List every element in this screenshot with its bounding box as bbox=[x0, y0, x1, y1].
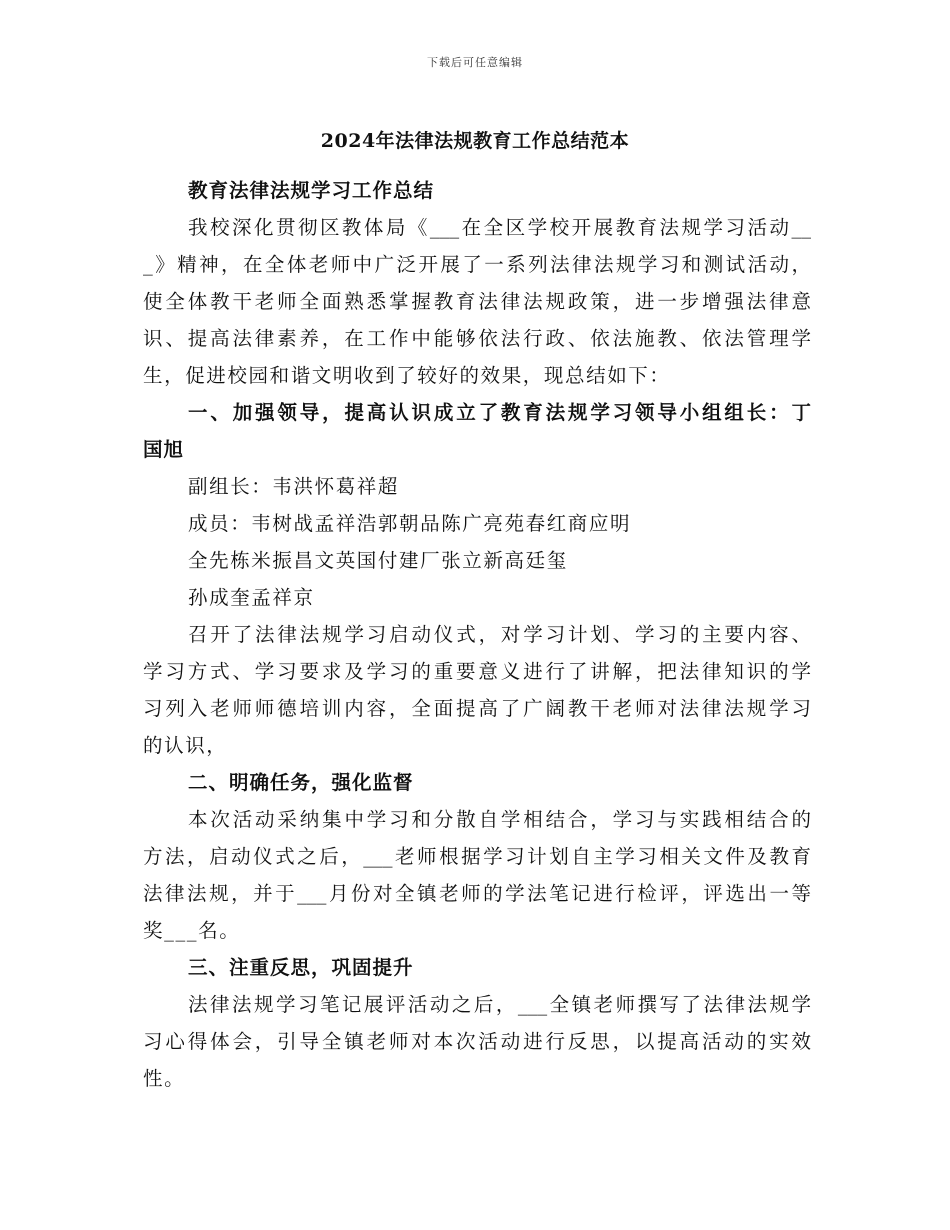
paragraph-line: 生，促进校园和谐文明收到了较好的效果，现总结如下： bbox=[143, 364, 671, 387]
document-body bbox=[143, 172, 811, 1097]
section-heading-line: 二、明确任务，强化监督 bbox=[188, 771, 414, 794]
paragraph-line: 法律法规学习笔记展评活动之后，___全镇老师撰写了法律法规学 bbox=[188, 993, 811, 1016]
paragraph-line: 我校深化贯彻区教体局《___在全区学校开展教育法规学习活动__ bbox=[188, 216, 811, 239]
paragraph-line: 的认识， bbox=[143, 734, 228, 757]
paragraph-line: 召开了法律法规学习启动仪式，对学习计划、学习的主要内容、 bbox=[188, 623, 811, 646]
paragraph-line: 性。 bbox=[143, 1067, 186, 1090]
paragraph-line: 本次活动采纳集中学习和分散自学相结合，学习与实践相结合的 bbox=[188, 808, 811, 831]
paragraph-line: 副组长：韦洪怀葛祥超 bbox=[188, 475, 400, 498]
paragraph-line: 法律法规，并于___月份对全镇老师的学法笔记进行检评，评选出一等 bbox=[143, 882, 811, 905]
paragraph-line: 习列入老师师德培训内容，全面提高了广阔教干老师对法律法规学习 bbox=[143, 697, 811, 720]
paragraph-line: 使全体教干老师全面熟悉掌握教育法律法规政策，进一步增强法律意 bbox=[143, 290, 811, 313]
paragraph-line: 识、提高法律素养，在工作中能够依法行政、依法施教、依法管理学 bbox=[143, 327, 811, 350]
paragraph-line: 奖___名。 bbox=[143, 919, 241, 942]
section-heading-line: 教育法律法规学习工作总结 bbox=[188, 179, 435, 202]
section-heading-line: 国旭 bbox=[143, 438, 185, 461]
paragraph-line: 方法，启动仪式之后，___老师根据学习计划自主学习相关文件及教育 bbox=[143, 845, 811, 868]
paragraph-line: 成员：韦树战孟祥浩郭朝品陈广亮苑春红商应明 bbox=[188, 512, 632, 535]
header-note: 下载后可任意编辑 bbox=[427, 56, 523, 69]
paragraph-line: 孙成奎孟祥京 bbox=[188, 586, 315, 609]
document-title: 2024年法律法规教育工作总结范本 bbox=[320, 130, 630, 152]
paragraph-line: _》精神，在全体老师中广泛开展了一系列法律法规学习和测试活动， bbox=[143, 253, 811, 276]
paragraph-line: 习心得体会，引导全镇老师对本次活动进行反思，以提高活动的实效 bbox=[143, 1030, 811, 1053]
paragraph-line: 学习方式、学习要求及学习的重要意义进行了讲解，把法律知识的学 bbox=[143, 660, 811, 683]
section-heading-line: 一、加强领导，提高认识成立了教育法规学习领导小组组长：丁 bbox=[188, 401, 811, 424]
section-heading-line: 三、注重反思，巩固提升 bbox=[188, 956, 414, 979]
paragraph-line: 全先栋米振昌文英国付建厂张立新高廷玺 bbox=[188, 549, 568, 572]
